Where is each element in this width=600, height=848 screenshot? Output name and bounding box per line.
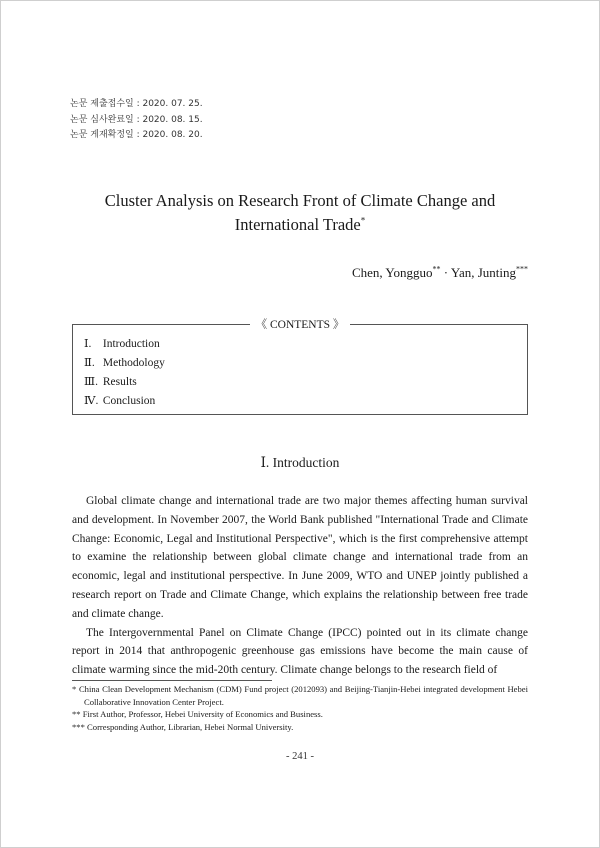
contents-item-introduction [84, 335, 165, 354]
footnote-first-author: ** First Author, Professor, Hebei University of Economics and Business. [72, 709, 323, 719]
author-second-mark: *** [516, 264, 528, 274]
date-reviewed: 논문 심사완료일 : 2020. 08. 15. [70, 114, 203, 125]
author-second: Yan, Junting [450, 265, 516, 280]
author-first: Chen, Yongguo [351, 265, 433, 280]
title-line-1: Cluster Analysis on Research Front of Climate Change and [104, 191, 496, 210]
footnote-divider [72, 680, 272, 681]
footnote-corresponding-author: *** Corresponding Author, Librarian, Hebei Normal University. [72, 721, 294, 732]
contents-item-number: Ⅰ. [84, 338, 92, 350]
contents-item-conclusion [84, 392, 165, 411]
title-line-2-text: International Trade [234, 215, 361, 234]
title-line-2 [60, 213, 540, 237]
title-footnote-mark: * [360, 215, 366, 226]
contents-item-label: Methodology [102, 357, 165, 369]
contents-heading-text: 《 CONTENTS 》 [250, 319, 351, 331]
date-submitted: 논문 제출접수일 : 2020. 07. 25. [70, 99, 203, 109]
date-accepted: 논문 게재확정일 : 2020. 08. 20. [70, 130, 203, 140]
body-text [72, 492, 528, 680]
contents-item-number: Ⅱ. [84, 357, 95, 369]
paragraph: Global climate change and international trade are two major themes affecting human survival and development. In November 2007, the World Bank published "International Trade and Climate Change: Economic, Legal and Institutional Perspective", which is the first comprehensive attempt to examine the relationship between global climate change and international trade from an economic, legal and institutional perspective. In June 2009, WTO and UNEP jointly published a research report on Trade and Climate Change, which explains the relationship between free trade and climate change. [72, 495, 528, 620]
contents-list [84, 335, 165, 411]
paper-title [60, 189, 540, 237]
author-separator: · [440, 265, 451, 280]
contents-item-number: Ⅲ. [84, 376, 98, 388]
footnotes [72, 683, 528, 733]
paragraph: The Intergovernmental Panel on Climate Change (IPCC) pointed out in its climate change report in 2014 that anthropogenic greenhouse gas emissions have become the main cause of climate warming since the mid-20th century. Climate change belongs to the research field of [72, 626, 528, 677]
contents-heading [73, 316, 527, 332]
author-first-mark: ** [432, 264, 441, 274]
submission-dates [70, 97, 203, 144]
footnote-funding: * China Clean Development Mechanism (CDM) Fund project (2012093) and Beijing-Tianjin-Hebei integrated development Hebei Collaborative Innovation Center Project. [72, 684, 528, 707]
contents-item-label: Results [102, 376, 137, 388]
section-heading: Ⅰ. Introduction [260, 455, 340, 470]
contents-item-methodology [84, 354, 165, 373]
contents-item-label: Conclusion [102, 395, 156, 407]
author-line [352, 265, 528, 281]
page-number: - 241 - [286, 751, 314, 762]
contents-item-results [84, 373, 165, 392]
contents-box [72, 319, 528, 415]
contents-item-number: Ⅳ. [84, 395, 99, 407]
contents-item-label: Introduction [102, 338, 160, 350]
